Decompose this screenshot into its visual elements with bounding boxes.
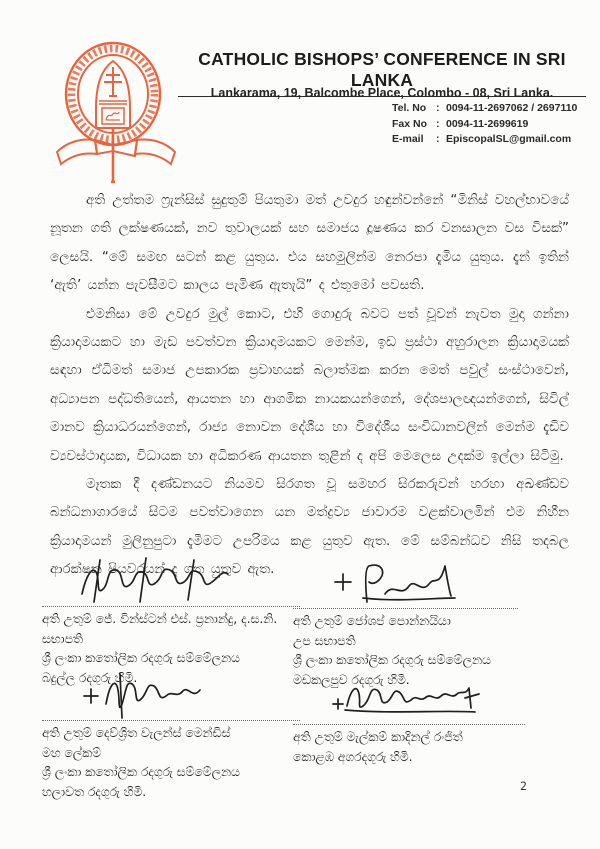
tel-value: 0094-11-2697062 / 2697110 xyxy=(446,102,578,114)
signature-line xyxy=(293,608,518,609)
signatory-role: උප සභාපති xyxy=(293,633,356,648)
org-name: CATHOLIC BISHOPS’ CONFERENCE IN SRI LANKA xyxy=(178,49,586,97)
contact-block xyxy=(392,101,577,148)
paragraph-1: අති උත්තම ෆ්‍රැන්සිස් සුදුතුම් පියතුමා මත් උවදුර හඳුන්වන්නේ “මිනිස් වහල්භාවයේ නූතන ගති ලක්ෂණයක්, නව තුවාලයක් සහ සමාජය දූෂණය කර වනසාලන වස විසක්” ලෙසයි. “මේ සමඟ සටන් කළ යුතුය. එය සහමුලින්ම නෙරපා දැමිය යුතුය. දැන් ඉතින් ‘ඇති’ යන්න පැවසීමට කාලය පැමිණ ඇතැයි” ද එතුමෝ පවසති. xyxy=(50,192,569,294)
signature-valence-mendis-icon xyxy=(76,670,226,718)
paragraph-2: එමනිසා මේ උවදුර මුල් කොට, එහි ගොදුරු බවට පත් වූවන් නැවත මුදා ගන්නා ක්‍රියාදාමයකට හා මැඩ පවත්වන ක්‍රියාදාමයකට මෙන්ම, ඉඩ ප්‍රස්ථා අහුරාලන ක්‍රියාදාමයක් සඳහා ඒධිමත් සමාජ උපකාරක ප්‍රවාහයක් බලාත්මක කරන මෙත් පවුල් සංස්ථාවෙන්, අධ්‍යාපන පද්ධතියෙන්, ආයතන හා ආගමික නායකයන්ගෙන්, දේශපාලඥයන්ගෙන්, සිවිල් මානව ක්‍රියාධරයන්ගෙන්, රාජ්‍ය නොවන දේශීය හා විදේශීය සංවිධානවලින් මෙන්ම දැඩිව ව්‍යවස්ථාදායක, විධායක හා අධිකරණ ආයතන තුළින් ද අපි මෙලෙස උදක්ම ඉල්ලා සිටිමු. xyxy=(50,305,569,464)
org-address: Lankarama, 19, Balcombe Place, Colombo - 08, Sri Lanka. xyxy=(210,86,554,100)
fax-value: 0094-11-2699619 xyxy=(446,117,529,130)
signatory-org: ශ්‍රී ලංකා කතෝලික රදගුරු සම්මේලනය xyxy=(42,765,240,779)
contact-email: E-mail : EpiscopalSL@gmail.com xyxy=(392,132,577,148)
signatory-see: කොළඹ අගරදගුරු හිමි. xyxy=(293,749,413,764)
signature-winston-s-fernando-icon xyxy=(76,556,236,604)
signatory-see: හලාවත රදගුරු හිමි. xyxy=(42,784,147,799)
signatory-block-archbishop xyxy=(293,674,525,767)
signatory-role: සභාපති xyxy=(42,631,83,646)
signatory-block-vice-president xyxy=(293,558,518,690)
paragraph-3: මෑතක දී දණ්ඩනයට නියමව සිරගත වූ සමහර සිරකරුවන් හරහා අඛණ්ඩව බන්ධනාගාරයේ සිටම පවත්වාගෙන යන මත්ද්‍රව්‍ය ජාවාරම වළක්වාලමින් එම නිහීන ක්‍රියාදාමයන් මුලිනුපුටා දැමීමට උපරිමය කළ යුතුව ඇත. මේ සම්බන්ධව නිසි තදබල ආරක්ෂක පියවරයන් ද ගත යුතුව ඇත. xyxy=(50,476,569,578)
signatory-name: අති උතුම් ජේ. වින්ස්ටන් එස්. ප්‍රනාන්දු, ද.ස.නි. xyxy=(42,612,278,626)
signature-line xyxy=(42,606,300,607)
signatory-name: අති උතුම් දෙව්ශ්‍රිත වැලන්ස් මෙන්ඩිස් xyxy=(42,726,231,740)
signatory-see: මඩකලපුව රදගුරු හිමි. xyxy=(293,672,410,687)
signature-joseph-ponnaiah-icon xyxy=(327,558,467,606)
signature-line xyxy=(293,724,525,725)
signatory-name: අති උතුම් මැල්කම් කාදිනල් රංජිත් xyxy=(293,730,463,744)
signatory-org: ශ්‍රී ලංකා කතෝලික රදගුරු සම්මේලනය xyxy=(293,653,491,667)
signature-malcolm-cardinal-ranjith-icon xyxy=(327,674,487,722)
catholic-bishops-conference-emblem-icon xyxy=(53,36,179,188)
email-value: EpiscopalSL@gmail.com xyxy=(446,133,572,145)
letter-body xyxy=(50,186,569,578)
signatory-org: ශ්‍රී ලංකා කතෝලික රදගුරු සම්මේලනය xyxy=(42,651,240,665)
signatory-see: බදුල්ල රදගුරු හිමි. xyxy=(42,670,138,685)
page-number: 2 xyxy=(520,779,527,793)
contact-fax: Fax No : 0094-11-2699619 xyxy=(392,117,577,133)
signature-line xyxy=(42,720,300,721)
signatory-role: මහ ලේකම් xyxy=(42,745,102,760)
signatory-block-president xyxy=(42,556,300,688)
contact-tel: Tel. No : 0094-11-2697062 / 2697110 xyxy=(392,101,577,117)
signatory-name: අති උතුම් ජෝශප් පොන්නයියා xyxy=(293,614,451,628)
signatory-block-secretary-general xyxy=(42,670,300,802)
